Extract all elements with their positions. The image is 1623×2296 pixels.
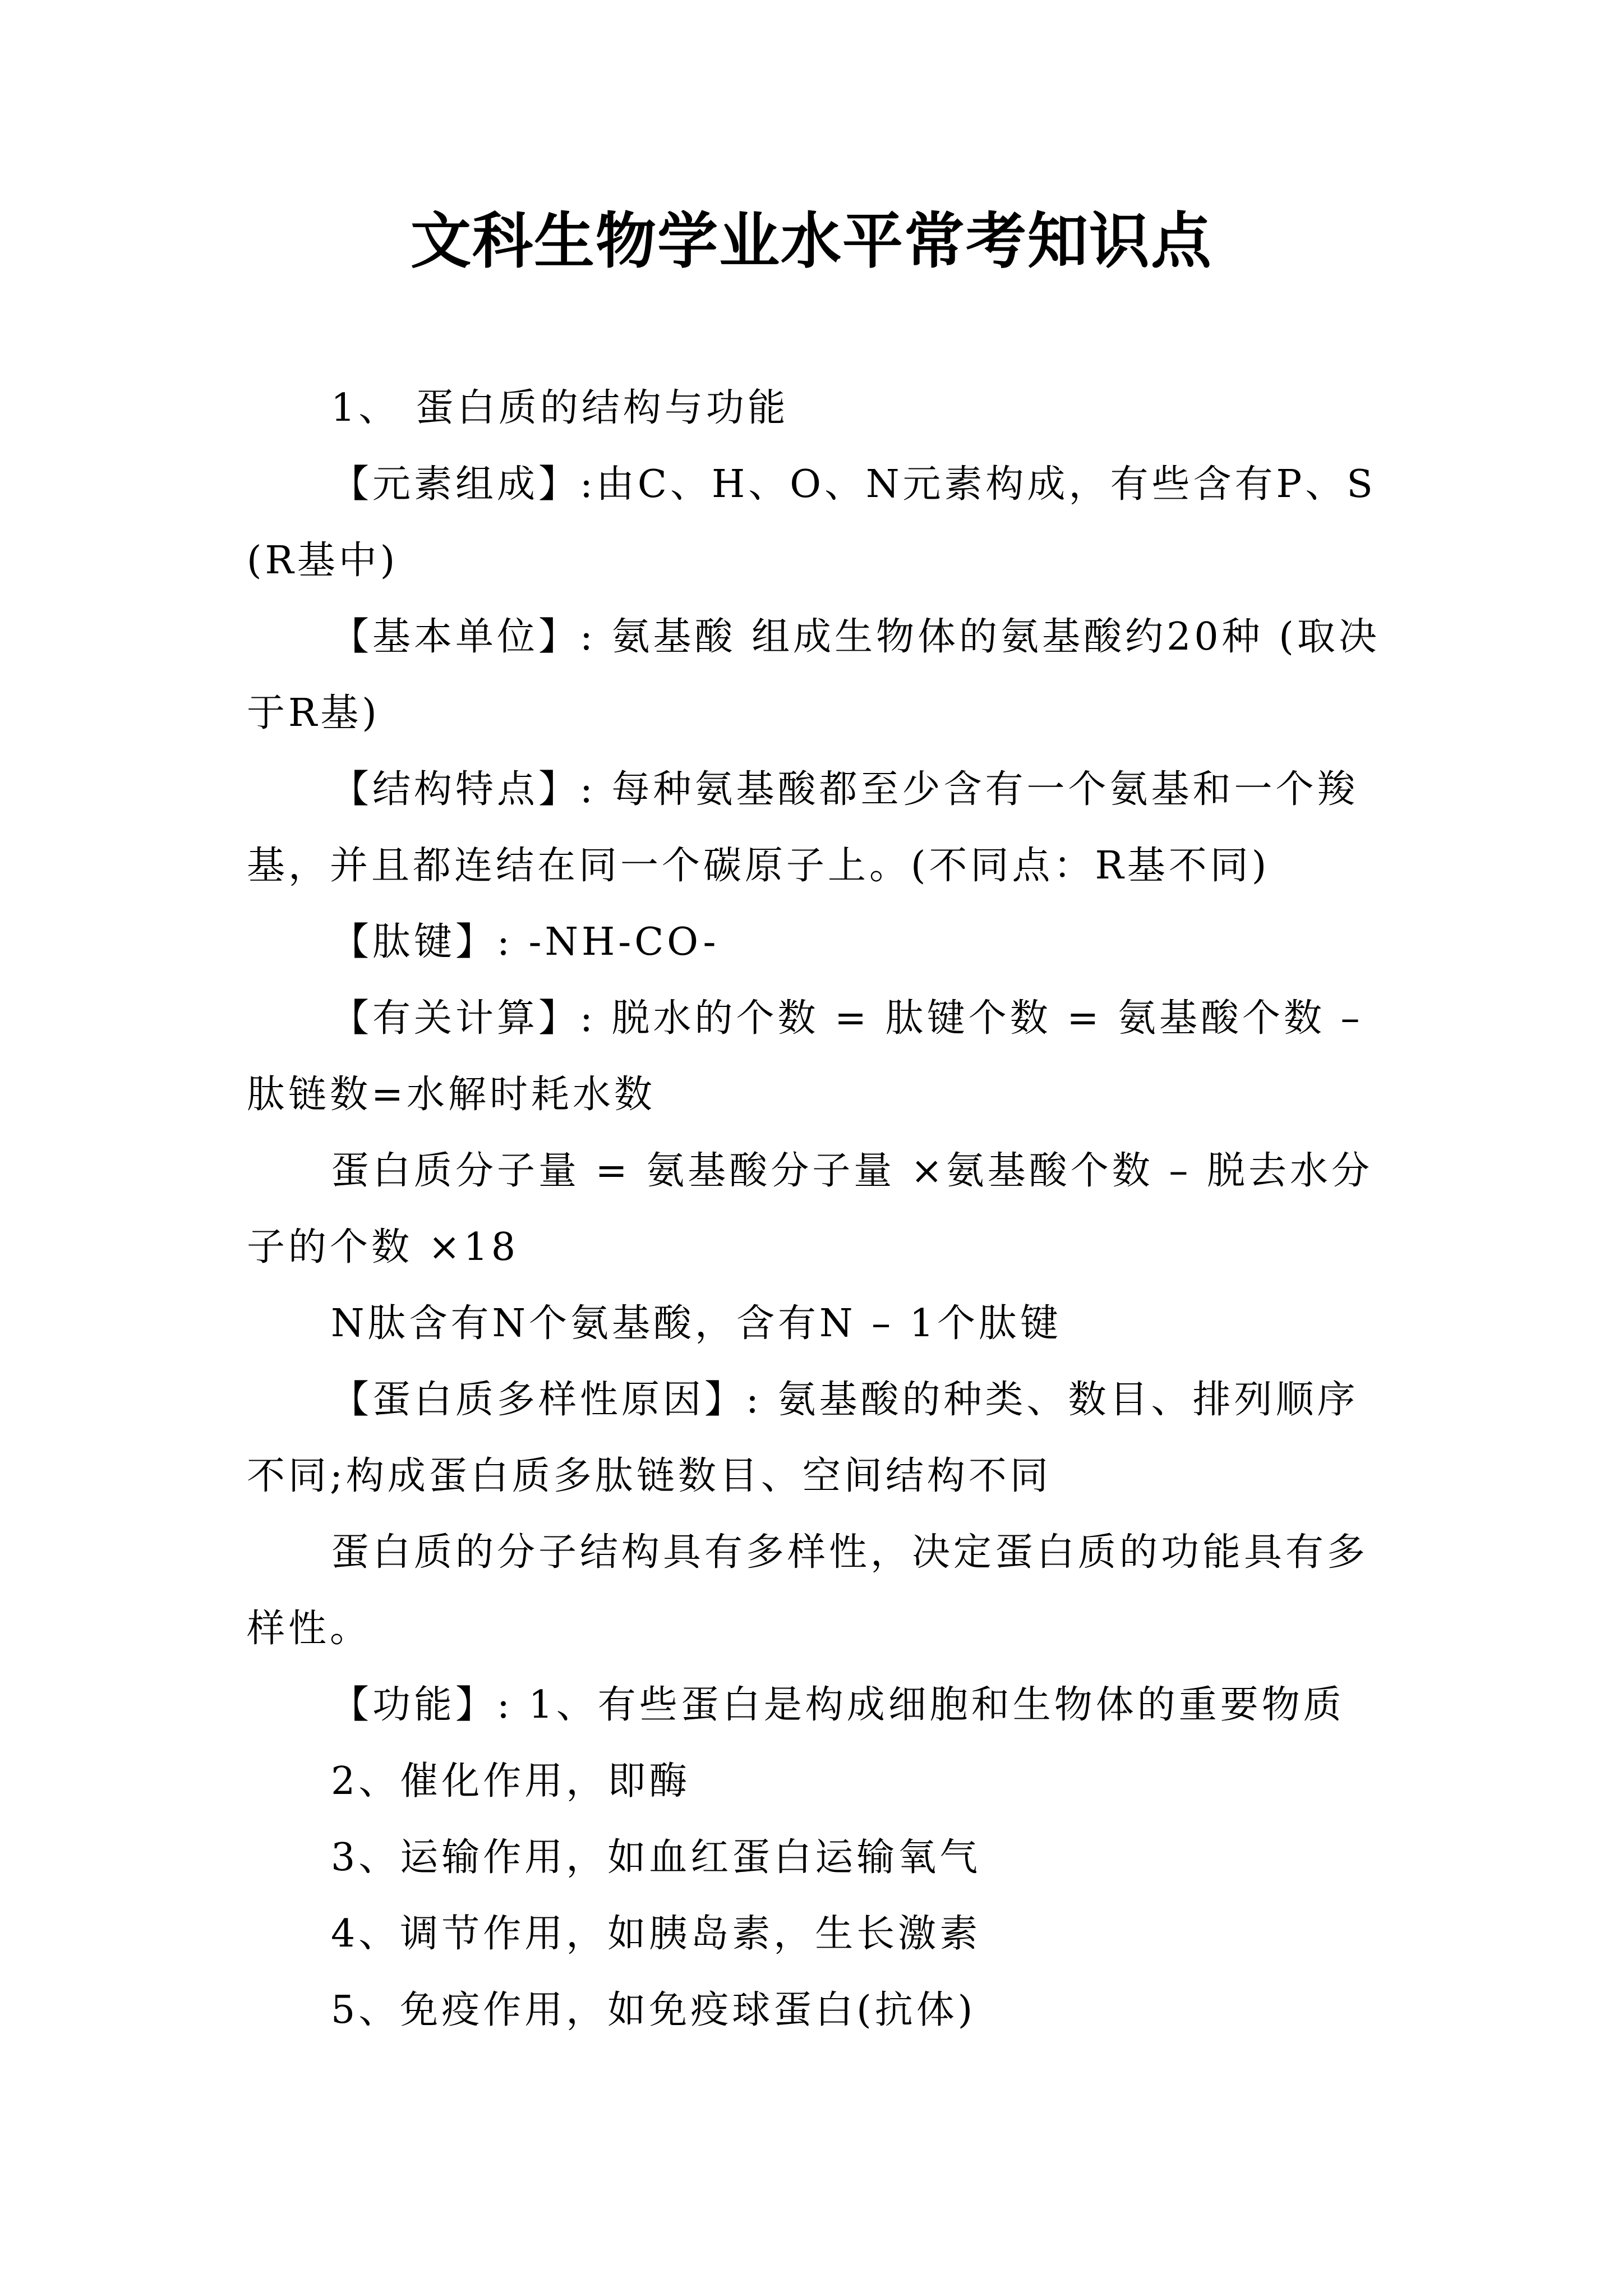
paragraph-function-1: 【功能】: 1、有些蛋白是构成细胞和生物体的重要物质	[331, 1683, 1345, 1727]
document-body	[247, 370, 1385, 2049]
list-item-function-5: 5、免疫作用，如免疫球蛋白(抗体)	[331, 1988, 976, 2032]
paragraph-peptide-bond: 【肽键】: -NH-CO-	[331, 920, 720, 964]
paragraph-diversity-function: 蛋白质的分子结构具有多样性，决定蛋白质的功能具有多样性。	[247, 1530, 1369, 1651]
paragraph-molecular-weight: 蛋白质分子量 = 氨基酸分子量 ×氨基酸个数 – 脱去水分子的个数 ×18	[247, 1149, 1373, 1269]
paragraph-element-composition: 【元素组成】:由C、H、O、N元素构成，有些含有P、S (R基中)	[247, 462, 1376, 583]
list-item-function-3: 3、运输作用，如血红蛋白运输氧气	[331, 1835, 981, 1880]
paragraph-structure-features: 【结构特点】: 每种氨基酸都至少含有一个氨基和一个羧基，并且都连结在同一个碳原子上。(不同点：R基不同)	[247, 767, 1359, 888]
list-item-function-4: 4、调节作用，如胰岛素，生长激素	[331, 1912, 981, 1956]
list-item-function-2: 2、催化作用，即酶	[331, 1759, 691, 1803]
paragraph-calculation: 【有关计算】: 脱水的个数 = 肽键个数 = 氨基酸个数 – 肽链数=水解时耗水数	[247, 996, 1363, 1117]
paragraph-n-peptide: N肽含有N个氨基酸，含有N – 1个肽键	[331, 1301, 1062, 1346]
document-title: 文科生物学业水平常考知识点	[410, 206, 1212, 277]
paragraph-basic-unit: 【基本单位】: 氨基酸 组成生物体的氨基酸约20种 (取决于R基)	[247, 615, 1380, 735]
paragraph-diversity-reason: 【蛋白质多样性原因】: 氨基酸的种类、数目、排列顺序不同;构成蛋白质多肽链数目、空间结构不同	[247, 1378, 1359, 1498]
section-heading: 1、 蛋白质的结构与功能	[331, 386, 789, 430]
